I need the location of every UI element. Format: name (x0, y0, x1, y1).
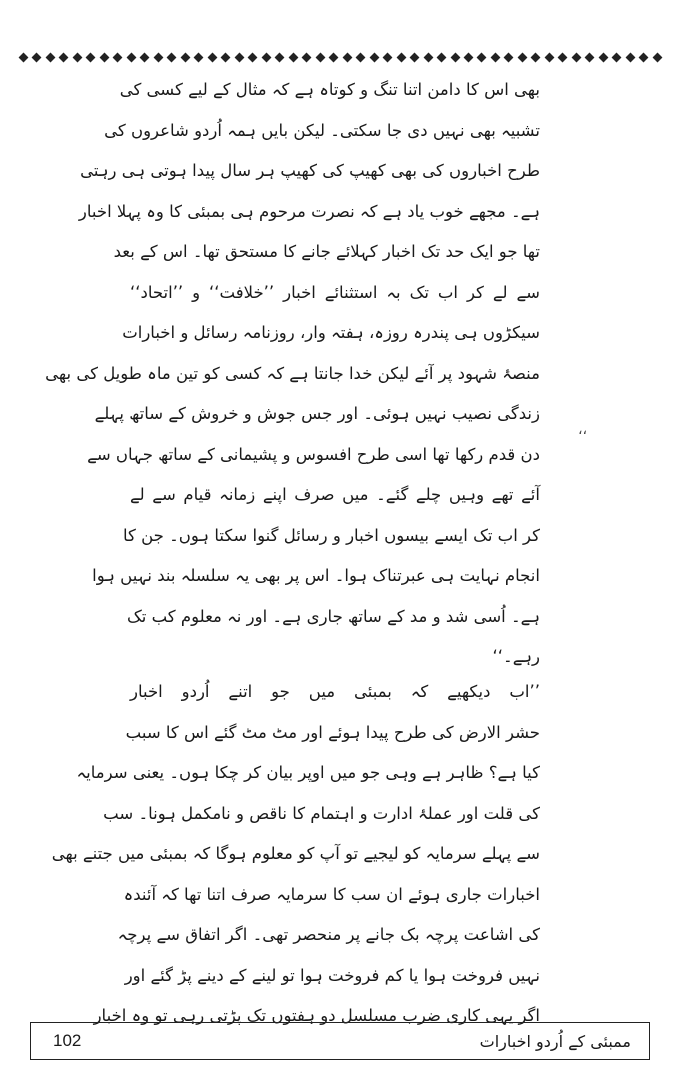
border-diamond (625, 52, 635, 62)
text-line: کیا ہے؟ ظاہر ہے وہی جو میں اوپر بیان کر چکا ہوں۔ یعنی سرمایہ (76, 763, 540, 782)
page-footer (30, 1022, 650, 1060)
text-line: حشر الارض کی طرح پیدا ہوئے اور مٹ مٹ گئے اس کا سبب (125, 722, 540, 742)
text-line: زندگی نصیب نہیں ہوئی۔ اور جس جوش و خروش کے ساتھ پہلے (94, 404, 540, 423)
border-diamond (59, 52, 69, 62)
border-diamond (86, 52, 96, 62)
border-diamond (248, 52, 258, 62)
text-line: تھا جو ایک حد تک اخبار کہلائے جانے کا مستحق تھا۔ اس کے بعد (113, 242, 540, 261)
paragraph-2 (51, 672, 540, 1037)
text-line: کی اشاعت پرچہ بک جانے پر منحصر تھی۔ اگر اتفاق سے پرچہ (117, 925, 540, 944)
border-diamond (558, 52, 568, 62)
border-diamond (517, 52, 527, 62)
text-line: سیکڑوں ہی پندرہ روزہ، ہفتہ وار، روزنامہ رسائل و اخبارات (122, 323, 540, 342)
text-line: منصۂ شہود پر آئے لیکن خدا جانتا ہے کہ کسی کو تین ماہ طویل کی بھی (45, 363, 540, 383)
border-diamond (356, 52, 366, 62)
border-diamond (234, 52, 244, 62)
text-line: رہے۔‘‘ (492, 647, 540, 666)
border-diamond (19, 52, 29, 62)
border-diamond (571, 52, 581, 62)
text-line: تشبیہ بھی نہیں دی جا سکتی۔ لیکن بایں ہمہ اُردو شاعروں کی (104, 120, 540, 140)
border-diamond (531, 52, 541, 62)
border-diamond (194, 52, 204, 62)
border-diamond (342, 52, 352, 62)
border-diamond (46, 52, 56, 62)
border-diamond (32, 52, 42, 62)
border-diamond (544, 52, 554, 62)
border-diamond (639, 52, 649, 62)
text-line: ہے۔ اُسی شد و مد کے ساتھ جاری ہے۔ اور نہ معلوم کب تک (126, 606, 540, 626)
text-line: کی قلت اور عملۂ ادارت و اہتمام کا ناقص و نامکمل ہونا۔ سب (103, 803, 540, 823)
text-line: ہے۔ مجھے خوب یاد ہے کہ نصرت مرحوم ہی بمبئی کا وہ پہلا اخبار (78, 201, 540, 221)
page-number: 102 (53, 1031, 82, 1050)
text-line: آئے تھے وہیں چلے گئے۔ میں صرف اپنے زمانہ قیام سے لے (130, 485, 540, 504)
border-diamond (99, 52, 109, 62)
border-diamond (396, 52, 406, 62)
border-diamond (464, 52, 474, 62)
border-diamond (612, 52, 622, 62)
text-line: بھی اس کا دامن اتنا تنگ و کوتاہ ہے کہ مثال کے لیے کسی کی (119, 80, 540, 99)
text-line: سے پہلے سرمایہ کو لیجیے تو آپ کو معلوم ہوگا کہ بمبئی میں جتنے بھی (51, 844, 540, 863)
text-line: طرح اخباروں کی بھی کھیپ کی کھیپ ہر سال پیدا ہوتی ہی رہتی (80, 161, 540, 180)
border-diamond (369, 52, 379, 62)
text-line: دن قدم رکھا تھا اسی طرح افسوس و پشیمانی کے ساتھ جہاں سے (87, 444, 540, 464)
border-diamond (207, 52, 217, 62)
border-diamond (491, 52, 501, 62)
border-diamond (113, 52, 123, 62)
border-diamond (585, 52, 595, 62)
border-diamond (329, 52, 339, 62)
text-line: ’’اب دیکھیے کہ بمبئی میں جو اتنے اُردو اخبار (130, 682, 540, 701)
border-diamond (302, 52, 312, 62)
border-diamond (167, 52, 177, 62)
text-line: انجام نہایت ہی عبرتناک ہوا۔ اس پر بھی یہ سلسلہ بند نہیں ہوا (92, 566, 540, 585)
text-line: اگر یہی کاری ضرب مسلسل دو ہفتوں تک پڑتی رہی تو وہ اخبار (93, 1006, 540, 1025)
border-diamond (153, 52, 163, 62)
border-diamond (652, 52, 662, 62)
border-diamond (126, 52, 136, 62)
text-line: نہیں فروخت ہوا یا کم فروخت ہوا تو لینے کے دینے پڑ گئے اور (124, 965, 540, 985)
margin-mark: ،، (578, 422, 588, 438)
border-diamond (383, 52, 393, 62)
border-diamond (450, 52, 460, 62)
border-diamond (423, 52, 433, 62)
border-diamond (180, 52, 190, 62)
border-diamond (410, 52, 420, 62)
running-title: ممبئی کے اُردو اخبارات (479, 1031, 631, 1051)
border-diamond (315, 52, 325, 62)
border-diamond (598, 52, 608, 62)
paragraph-1 (45, 70, 540, 678)
border-diamond (437, 52, 447, 62)
text-line: سے لے کر اب تک بہ استثنائے اخبار ’’خلافت‘‘ و ’’اتحاد‘‘ (130, 282, 540, 302)
text-line: اخبارات جاری ہوئے ان سب کا سرمایہ صرف اتنا تھا کہ آئندہ (123, 884, 540, 904)
border-diamond (140, 52, 150, 62)
text-line: کر اب تک ایسے بیسوں اخبار و رسائل گنوا سکتا ہوں۔ جن کا (122, 525, 540, 545)
border-diamond (275, 52, 285, 62)
border-diamond (477, 52, 487, 62)
border-diamond (288, 52, 298, 62)
border-diamond (261, 52, 271, 62)
border-diamond (221, 52, 231, 62)
top-dotted-border (20, 50, 661, 64)
border-diamond (504, 52, 514, 62)
border-diamond (72, 52, 82, 62)
